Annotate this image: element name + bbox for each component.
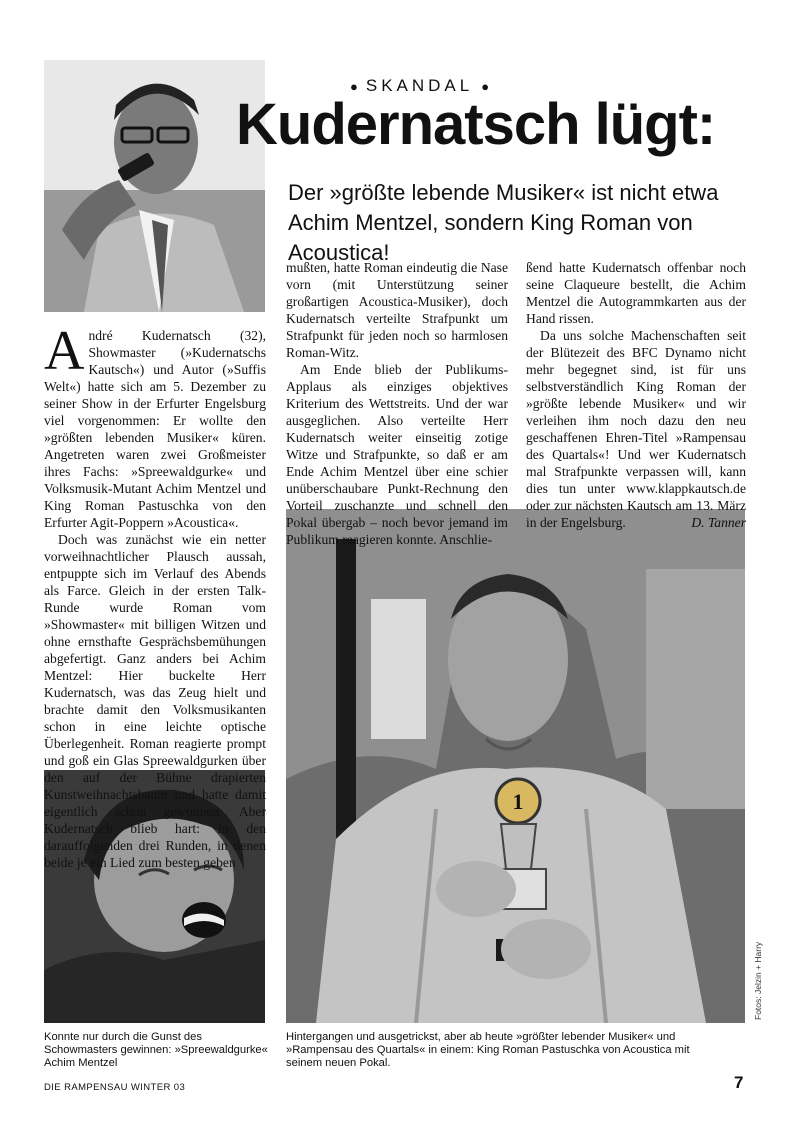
article-paragraph: Am Ende blieb der Publikums-Applaus als einziges objektives Kriterium des Wettstreits. Und der war ausgeglichen. Also verteilte Herr Kudernatsch weiter einseitig zotige Witze und Strafpunkte, so daß er am Ende Achim Mentzel über eine schier unüberschaubare Punkt-Rechnung den Vorteil zuschanzte und schnell den Pokal übergab – noch bevor jemand im Publikum reagieren konnte. Anschlie-: [286, 362, 508, 547]
article-paragraph: Doch was zunächst wie ein netter vorweihnachtlicher Plausch aussah, entpuppte sich im Verlauf des Abends als Farce. Gleich in der ersten Talk-Runde wurde Roman vom »Showmaster« mit billigen Witzen und ohne ernsthafte Gesprächsbemühungen abgefertigt. Ganz anders bei Achim Mentzel: Hier buckelte Herr Kudernatsch, was das Zeug hielt und brachte damit den Volksmusikanten schon in eine leichte optische Überlegenheit. Roman reagierte prompt und goß ein Glas Spreewaldgurken über den auf der Bühne drapierten Kunstweihnachtsbaum und hatte damit eigentlich schon gewonnen. Aber Kudernatsch blieb hart: In den darauffolgenden drei Runden, in denen beide je ein Lied zum besten geben: [44, 532, 266, 870]
photo-credit: Fotos: Jelzin + Harry: [753, 941, 763, 1020]
caption-king-roman: Hintergangen und ausgetrickst, aber ab heute »größter lebender Musiker« und »Rampensau des Quartals« in einem: King Roman Pastuschka von Acoustica mit seinem neuen Pokal.: [286, 1031, 690, 1069]
photo-king-roman: [286, 509, 745, 1023]
headline: Kudernatsch lügt:: [236, 92, 716, 157]
bullet-icon: ●: [350, 78, 358, 94]
trophy-number: 1: [512, 789, 524, 814]
publication-footer: DIE RAMPENSAU WINTER 03: [44, 1082, 186, 1093]
author-signature: D. Tanner: [691, 515, 746, 530]
paragraph-text: ndré Kudernatsch (32), Showmaster (»Kudernatschs Kautsch«) und Autor (»Suffis Welt«) hatte sich am 5. Dezember zu seiner Show in der Erfurter Engelsburg viel vorgenommen: Er wollte den »größten lebenden Musiker« küren. Angetreten waren zwei Großmeister ihres Fachs: »Spreewaldgurke« und Volksmusik-Mutant Achim Mentzel und King Roman Pastuschka von den Erfurter Agit-Poppern »Acoustica«.: [44, 328, 266, 530]
king-roman-image: [286, 509, 745, 1023]
paragraph-text: Da uns solche Machenschaften seit der Blütezeit des BFC Dynamo nicht mehr begegnet sind, ist für uns selbstverständlich King Roman der »größte lebende Musiker« und wir verleihen ihm noch dazu den neu geschaffenen Ehren-Titel »Rampensau des Quartals«! Und wer Kudernatsch mal Strafpunkte verpassen will, kann dies tun unter www.klappkautsch.de oder zur nächsten Kautsch am 13. März in der Engelsburg.: [526, 328, 746, 530]
article-paragraph: mußten, hatte Roman eindeutig die Nase vorn (mit Unterstützung seiner großartigen Acoustica-Musiker), doch Kudernatsch verteilte Strafpunkt um Strafpunkt für jeden noch so harmlosen Roman-Witz.: [286, 260, 508, 360]
article-paragraph: [526, 327, 746, 531]
drop-cap: A: [44, 320, 85, 382]
page-number: 7: [734, 1073, 744, 1092]
bullet-icon: ●: [481, 78, 490, 94]
showmaster-image: [44, 60, 265, 312]
article-column-2: [286, 259, 508, 548]
article-column-1: [44, 320, 266, 871]
kicker-text: SKANDAL: [365, 76, 474, 95]
photo-showmaster: [44, 60, 265, 312]
deck: Der »größte lebende Musiker« ist nicht etwa Achim Mentzel, sondern King Roman von Acoustica!: [288, 180, 719, 265]
article-paragraph: [44, 320, 266, 531]
article-column-3: [526, 259, 746, 531]
caption-mentzel: Konnte nur durch die Gunst des Schowmasters gewinnen: »Spreewaldgurke« Achim Mentzel: [44, 1031, 268, 1069]
article-paragraph: ßend hatte Kudernatsch offenbar noch seine Claqueure bestellt, die Achim Mentzel die Autogrammkarten aus der Hand rissen.: [526, 260, 746, 326]
